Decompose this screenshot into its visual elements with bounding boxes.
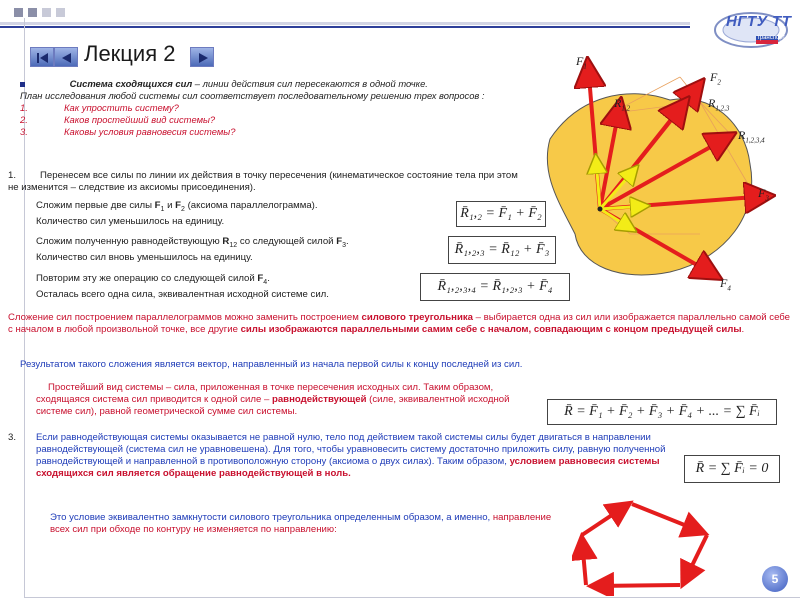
intro-plan: План исследования любой системы сил соответствует последовательному решению трех вопросов : (20, 90, 485, 101)
step2-number (8, 382, 48, 394)
label-f1: $F_1$ (576, 54, 587, 71)
label-f3: $F_3$ (758, 186, 769, 203)
add-f1-f2-text: Сложим первые две силы $F_1$ и $F_2$ (аксиома параллелограмма). Количество сил уменьшилось на единицу. (36, 200, 318, 227)
header-bar (0, 26, 690, 28)
question-3: Каковы условия равновесия системы? (64, 126, 236, 137)
question-number: 2. (20, 114, 28, 125)
deco-square (14, 8, 23, 17)
question-number: 3. (20, 126, 28, 137)
question-number: 1. (20, 102, 28, 113)
formula-resultant: R̄ = F̄₁ + F̄₂ + F̄₃ + F̄₄ + ... = ∑ F̄ᵢ (547, 399, 777, 425)
step1-number: 1. (8, 170, 17, 181)
force-triangle-paragraph: Сложение сил построением параллелограммов можно заменить построением силового треугольника – выбирается одна из сил или изображается параллельно самой себе с началом в любой произвольной точке, все другие силы изображаются параллельными самим себе с началом, совпадающим с концом предыдущей силы. (8, 312, 791, 335)
header-bar-shadow (0, 22, 690, 25)
step1-text: Перенесем все силы по линии их действия в точку пересечения (кинематическое состояние тела при этом не изменится – следствие из аксиомы присоединения). (8, 170, 518, 193)
question-2: Каков простейший вид системы? (64, 114, 216, 125)
step3-paragraph: 3. Если равнодействующая системы оказывается не равной нулю, тело под действием такой системы силы будет двигаться в направлении равнодействующей (система сил не уравновешена). Для того, чтобы уравновесить систему достаточно приложить силу, равную полученной равнодействующей и направленной в противоположную сторону (аксиома о двух силах). Таким образом, условием равновесия системы сходящихся сил является обращение равнодействующей в ноль. (8, 432, 666, 479)
label-r1234: $R_{1,2,3,4}$ (738, 128, 765, 145)
formula-r123: R̄₁,₂,₃ = R̄₁₂ + F̄₃ (448, 236, 556, 264)
force-diagram (520, 44, 800, 306)
formula-r12: R̄₁,₂ = F̄₁ + F̄₂ (456, 201, 546, 227)
deco-square (28, 8, 37, 17)
question-1: Как упростить систему? (64, 102, 179, 113)
next-slide-button[interactable] (190, 47, 214, 67)
bullet-square (20, 82, 25, 87)
previous-slide-button[interactable] (54, 47, 78, 67)
intro-definition-term: Система сходящихся сил (69, 78, 193, 89)
page-title: Лекция 2 (84, 41, 176, 66)
result-paragraph: Результатом такого сложения является вектор, направленный из начала первой силы к концу последней из сил. (20, 359, 523, 370)
bottom-rule (24, 597, 800, 598)
step1-paragraph (8, 170, 524, 194)
page-number: 5 (762, 566, 788, 592)
add-r12-f3-text: Сложим полученную равнодействующую $R_{12}$ со следующей силой $F_3$. Количество сил вновь уменьшилось на единицу. (36, 236, 349, 263)
add-r123-f4-text: Повторим эту же операцию со следующей силой $F_4$. Осталась всего одна сила, эквивалентная исходной системе сил. (36, 273, 329, 300)
body-shape (547, 94, 751, 275)
label-r12: $R_{1,2}$ (614, 96, 631, 113)
deco-square (56, 8, 65, 17)
step2-paragraph: Простейший вид системы – сила, приложенная в точке пересечения исходных сил. Таким образом, сходящаяся система сил приводится к одной силе – равнодействующей (силе, эквивалентной исходной системе сил), равной геометрической сумме сил системы. (8, 382, 528, 418)
logo-text: НГТУ ТТ (726, 13, 792, 30)
intro-block (20, 78, 490, 138)
label-f2: $F_2$ (710, 70, 721, 87)
logo-subtext: транспорт (757, 35, 786, 41)
step3-number: 3. (8, 432, 17, 443)
intro-definition: – линии действия сил пересекаются в одной точке. (192, 78, 428, 89)
label-r123: $R_{1,2,3}$ (708, 96, 730, 113)
closure-paragraph: Это условие эквивалентно замкнутости силового треугольника определенным образом, а именно, направление всех сил при обходе по контуру не изменяется по направлению: (50, 512, 552, 535)
deco-square (42, 8, 51, 17)
label-f4: $F_4$ (720, 276, 731, 293)
closed-force-polygon (572, 490, 752, 596)
first-slide-button[interactable] (30, 47, 54, 67)
formula-r1234: R̄₁,₂,₃,₄ = R̄₁,₂,₃ + F̄₄ (420, 273, 570, 301)
formula-equilibrium: R̄ = ∑ F̄ᵢ = 0 (684, 455, 780, 483)
